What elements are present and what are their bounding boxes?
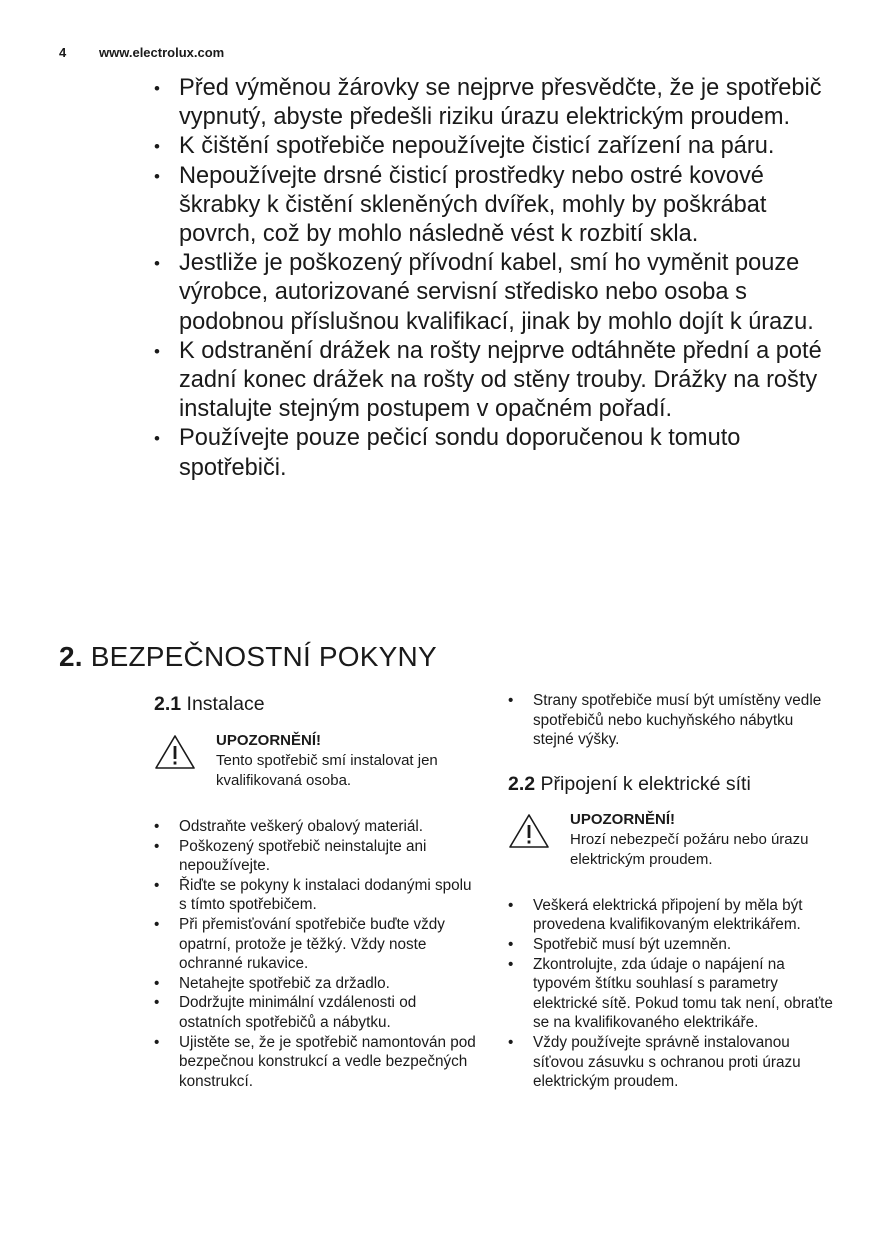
- section-heading: [59, 641, 437, 673]
- list-item: • Veškerá elektrická připojení by měla být provedena kvalifikovaným elektrikářem.: [508, 896, 833, 935]
- section-number: 2.: [59, 641, 83, 672]
- page-number: 4: [59, 45, 67, 60]
- install-bullet-list: [154, 817, 479, 1091]
- safety-bullet-list: [154, 74, 844, 483]
- list-item: • K čištění spotřebiče nepoužívejte čisticí zařízení na páru.: [154, 132, 844, 161]
- list-item: • Spotřebič musí být uzemněn.: [508, 935, 833, 955]
- warning-title: UPOZORNĚNÍ!: [216, 732, 321, 749]
- warning-text: Tento spotřebič smí instalovat jen kvalifikovaná osoba.: [216, 752, 438, 789]
- list-item: • Zkontrolujte, zda údaje o napájení na typovém štítku souhlasí s parametry elektrické sítě. Pokud tomu tak není, obraťte se na kvalifikovaného elektrikáře.: [508, 955, 833, 1033]
- electrical-number: 2.2: [508, 772, 536, 795]
- warning-triangle-icon: [154, 734, 196, 770]
- left-column: [154, 690, 479, 1091]
- electrical-heading: [508, 770, 833, 798]
- install-continued-list: [508, 691, 833, 750]
- list-item: • Vždy používejte správně instalovanou síťovou zásuvku s ochranou proti úrazu elektrickým proudem.: [508, 1033, 833, 1092]
- page-header: [59, 45, 224, 60]
- site-url: www.electrolux.com: [99, 45, 225, 60]
- list-item: • Při přemisťování spotřebiče buďte vždy opatrní, protože je těžký. Vždy noste ochranné rukavice.: [154, 915, 479, 974]
- list-item: • Netahejte spotřebič za držadlo.: [154, 974, 479, 994]
- list-item: • Před výměnou žárovky se nejprve přesvědčte, že je spotřebič vypnutý, abyste předešli riziku úrazu elektrickým proudem.: [154, 74, 844, 132]
- list-item: • Ujistěte se, že je spotřebič namontován pod bezpečnou konstrukcí a vedle bezpečných konstrukcí.: [154, 1033, 479, 1092]
- section-title: BEZPEČNOSTNÍ POKYNY: [90, 641, 437, 672]
- list-item: • Dodržujte minimální vzdálenosti od ostatních spotřebičů a nábytku.: [154, 993, 479, 1032]
- install-heading: [154, 690, 479, 718]
- list-item: • Poškozený spotřebič neinstalujte ani nepoužívejte.: [154, 837, 479, 876]
- warning-title: UPOZORNĚNÍ!: [570, 810, 675, 828]
- install-number: 2.1: [154, 693, 182, 715]
- electrical-title: Připojení k elektrické síti: [540, 772, 751, 795]
- list-item: • K odstranění drážek na rošty nejprve odtáhněte přední a poté zadní konec drážek na rošty od stěny trouby. Drážky na rošty instalujte stejným postupem v opačném pořadí.: [154, 337, 844, 425]
- list-item: • Řiďte se pokyny k instalaci dodanými spolu s tímto spotřebičem.: [154, 876, 479, 915]
- install-warning: [154, 731, 479, 791]
- electrical-warning: [508, 810, 833, 870]
- list-item: • Strany spotřebiče musí být umístěny vedle spotřebičů nebo kuchyňského nábytku stejné výšky.: [508, 691, 833, 750]
- install-title: Instalace: [186, 693, 265, 715]
- list-item: • Nepoužívejte drsné čisticí prostředky nebo ostré kovové škrabky k čistění skleněných dvířek, mohly by poškrábat povrch, což by mohlo následně vést k rozbití skla.: [154, 162, 844, 250]
- warning-text: Hrozí nebezpečí požáru nebo úrazu elektrickým proudem.: [570, 830, 809, 868]
- list-item: • Používejte pouze pečicí sondu doporučenou k tomuto spotřebiči.: [154, 424, 844, 482]
- right-column: [508, 690, 833, 1092]
- electrical-bullet-list: [508, 896, 833, 1092]
- list-item: • Jestliže je poškozený přívodní kabel, smí ho vyměnit pouze výrobce, autorizované servisní středisko nebo osoba s podobnou příslušnou kvalifikací, jinak by mohlo dojít k úrazu.: [154, 249, 844, 337]
- list-item: • Odstraňte veškerý obalový materiál.: [154, 817, 479, 837]
- warning-triangle-icon: [508, 813, 550, 849]
